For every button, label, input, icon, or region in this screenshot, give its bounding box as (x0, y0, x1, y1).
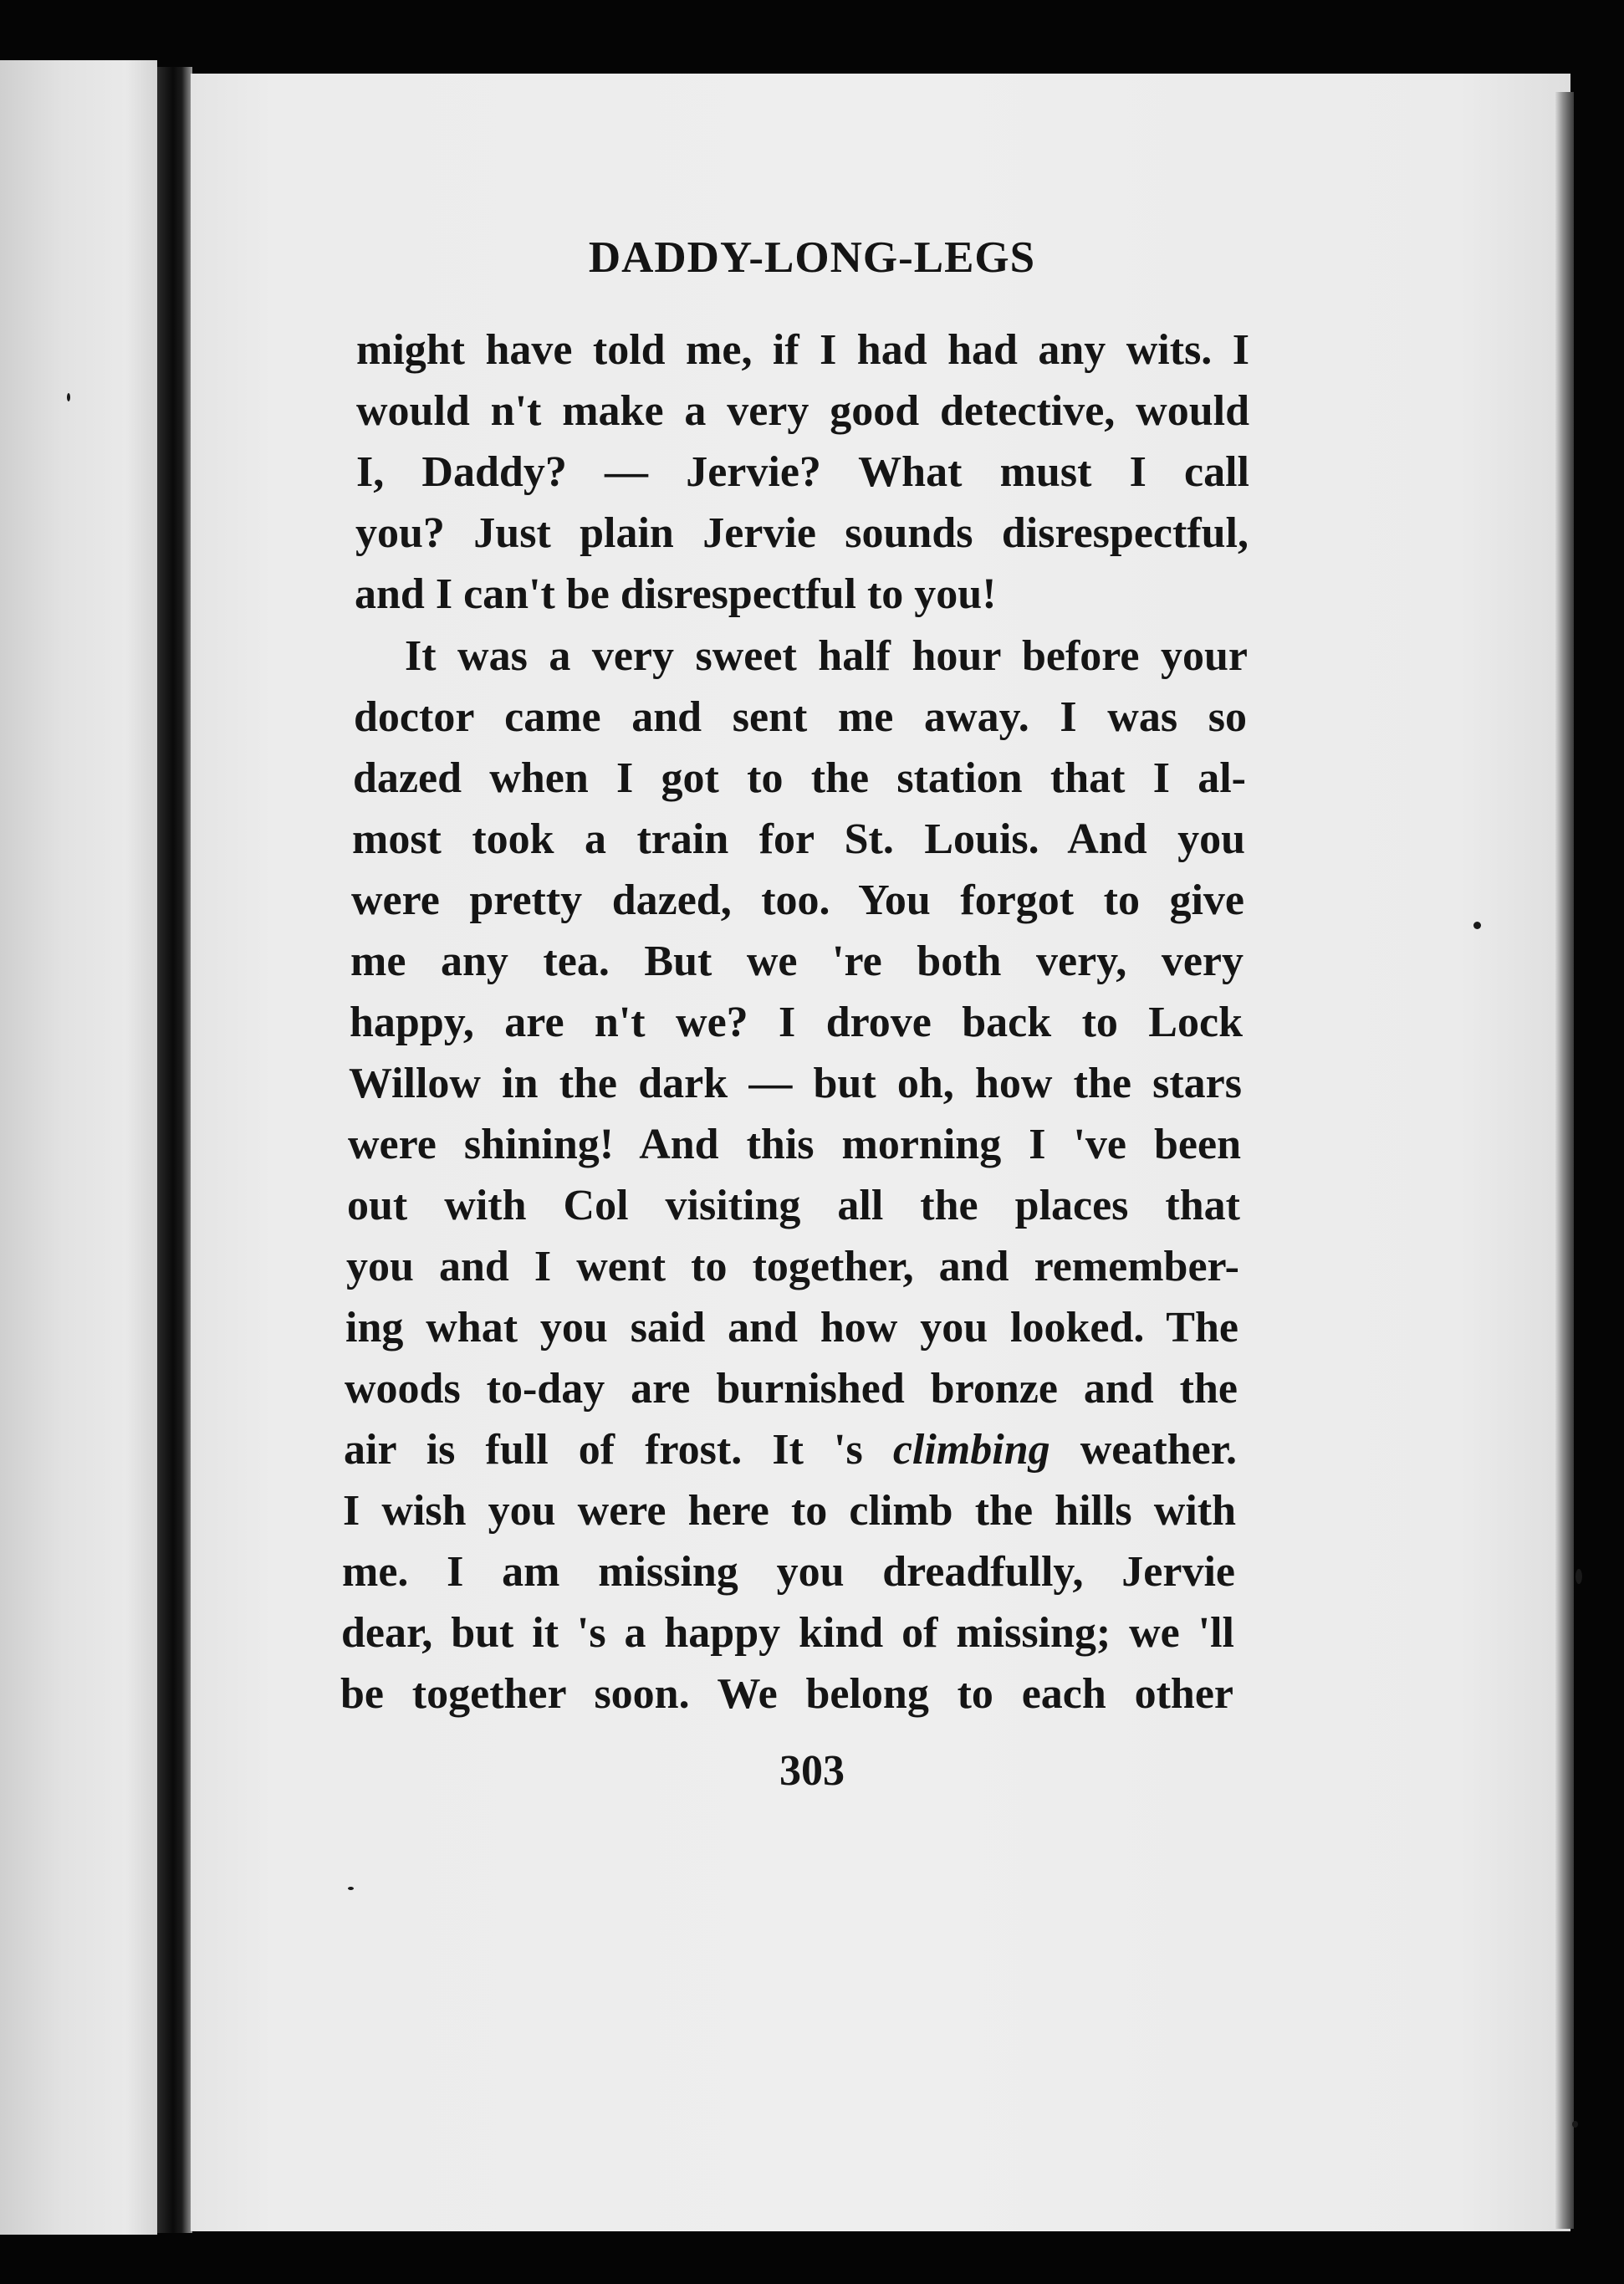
text-line: dazed when I got to the station that I al- (353, 754, 1246, 802)
text-line: you and I went to together, and remember- (346, 1243, 1239, 1290)
text-line: were shining! And this morning I 've been (348, 1121, 1241, 1168)
page-right-edge (1555, 92, 1574, 2229)
facing-page-edge (0, 60, 157, 2235)
text-line: dear, but it 's a happy kind of missing; we 'll (341, 1609, 1234, 1657)
book-gutter (157, 67, 192, 2233)
text-line: be together soon. We belong to each other (340, 1670, 1233, 1718)
scan-speck (1572, 2121, 1578, 2128)
text-line: I, Daddy? — Jervie? What must I call (356, 448, 1249, 496)
scan-speck (348, 1887, 354, 1890)
text-line: out with Col visiting all the places that (347, 1182, 1240, 1229)
running-head: DADDY-LONG-LEGS (588, 233, 1036, 282)
text-line: doctor came and sent me away. I was so (354, 693, 1247, 741)
scan-speck (1575, 1569, 1582, 1584)
text-line: were pretty dazed, too. You forgot to give (351, 876, 1244, 924)
text-line: It was a very sweet half hour before your (405, 632, 1248, 680)
scan-speck (1473, 922, 1481, 929)
line-end: weather. (1080, 1426, 1238, 1474)
line-start: air is full of frost. It 's (344, 1426, 863, 1474)
text-line: ing what you said and how you looked. The (345, 1304, 1238, 1351)
text-line: would n't make a very good detective, would (356, 387, 1249, 435)
text-line: you? Just plain Jervie sounds disrespectful, (355, 509, 1249, 557)
text-line: me any tea. But we 're both very, very (350, 938, 1244, 985)
text-line: Willow in the dark — but oh, how the stars (349, 1060, 1242, 1107)
text-line: most took a train for St. Louis. And you (352, 815, 1245, 863)
text-line: and I can't be disrespectful to you! (355, 570, 997, 618)
text-line: happy, are n't we? I drove back to Lock (350, 999, 1243, 1046)
page-number: 303 (779, 1747, 845, 1795)
scan-speck (67, 393, 70, 401)
text-line: woods to-day are burnished bronze and the (345, 1365, 1238, 1413)
text-line: might have told me, if I had had any wits. I (356, 326, 1249, 374)
italic-word: climbing (892, 1426, 1050, 1474)
text-line: me. I am missing you dreadfully, Jervie (342, 1548, 1235, 1596)
text-line-with-italic (344, 1428, 1237, 1472)
text-line: I wish you were here to climb the hills with (343, 1487, 1236, 1535)
